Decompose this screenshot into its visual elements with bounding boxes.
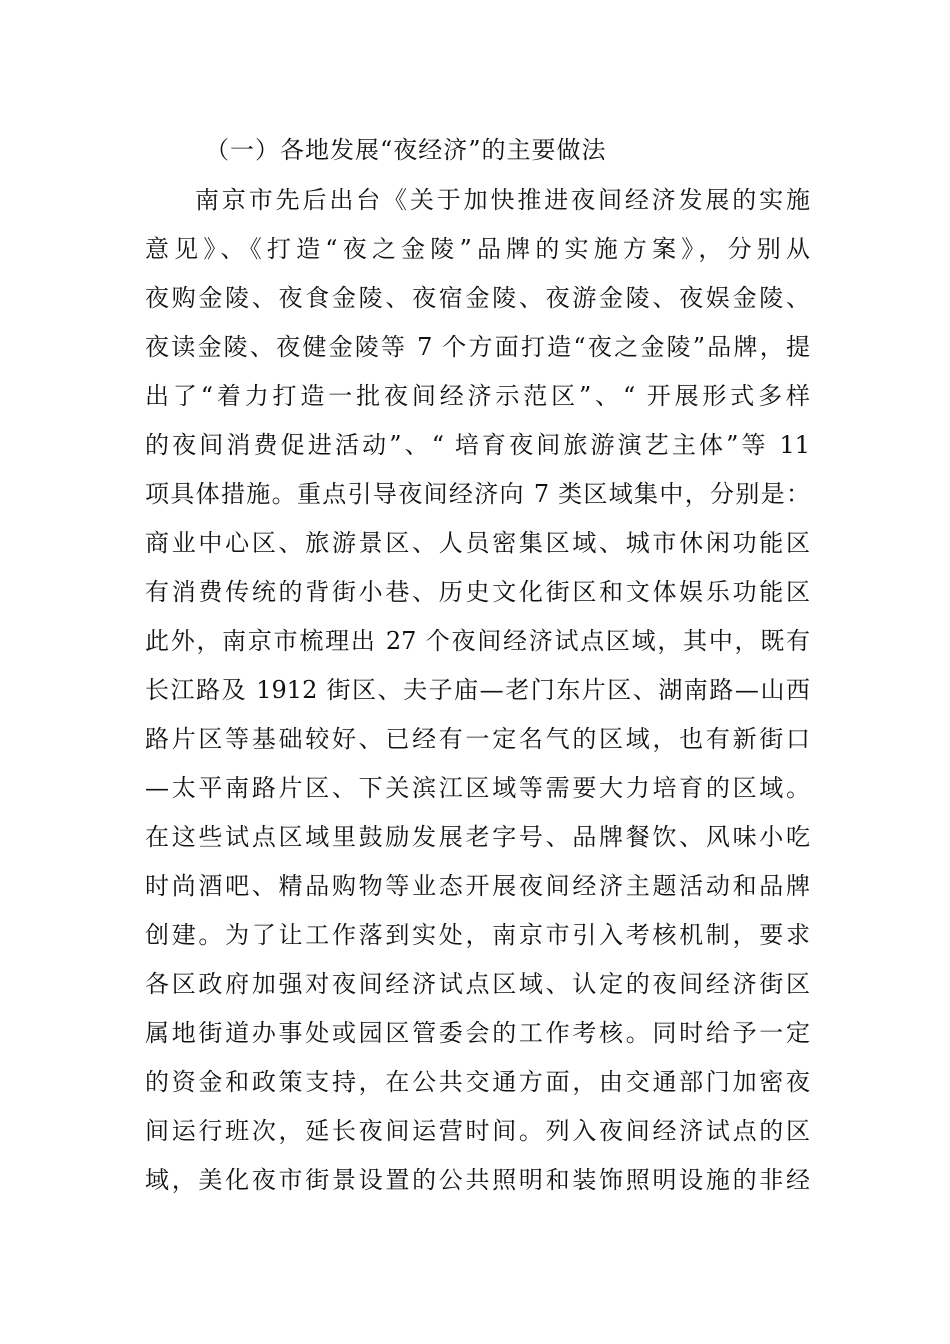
paragraph-line: 属地街道办事处或园区管委会的工作考核。同时给予一定 (145, 1019, 810, 1047)
section-heading: （一）各地发展“夜经济”的主要做法 (205, 136, 607, 164)
paragraph-line: 项具体措施。重点引导夜间经济向 7 类区域集中，分别是： (145, 480, 810, 508)
paragraph-line: 在这些试点区域里鼓励发展老字号、品牌餐饮、风味小吃 (145, 823, 810, 851)
paragraph-line: 此外，南京市梳理出 27 个夜间经济试点区域，其中，既有 (145, 627, 810, 655)
paragraph-line: 的资金和政策支持，在公共交通方面，由交通部门加密夜 (145, 1068, 810, 1096)
paragraph-line: 时尚酒吧、精品购物等业态开展夜间经济主题活动和品牌 (145, 872, 810, 900)
paragraph-line: 创建。为了让工作落到实处，南京市引入考核机制，要求 (145, 921, 810, 949)
paragraph-line: 各区政府加强对夜间经济试点区域、认定的夜间经济街区 (145, 970, 810, 998)
paragraph-line: 夜购金陵、夜食金陵、夜宿金陵、夜游金陵、夜娱金陵、 (145, 284, 810, 312)
paragraph-line: 路片区等基础较好、已经有一定名气的区域，也有新街口 (145, 725, 810, 753)
paragraph-line: 长江路及 1912 街区、夫子庙—老门东片区、湖南路—山西 (145, 676, 810, 704)
paragraph-line: 南京市先后出台《关于加快推进夜间经济发展的实施 (195, 186, 810, 214)
paragraph-line: 间运行班次，延长夜间运营时间。列入夜间经济试点的区 (145, 1117, 810, 1145)
paragraph-line: 商业中心区、旅游景区、人员密集区域、城市休闲功能区 (145, 529, 810, 557)
paragraph-line: —太平南路片区、下关滨江区域等需要大力培育的区域。 (145, 774, 810, 802)
paragraph-line: 的夜间消费促进活动”、“ 培育夜间旅游演艺主体”等 11 (145, 431, 810, 459)
paragraph-line: 域，美化夜市街景设置的公共照明和装饰照明设施的非经 (145, 1166, 810, 1194)
paragraph-line: 出了“着力打造一批夜间经济示范区”、“ 开展形式多样 (145, 382, 810, 410)
paragraph-line: 有消费传统的背街小巷、历史文化街区和文体娱乐功能区 (145, 578, 810, 606)
paragraph-line: 夜读金陵、夜健金陵等 7 个方面打造“夜之金陵”品牌，提 (145, 333, 810, 361)
paragraph-line: 意见》、《打造“夜之金陵”品牌的实施方案》，分别从 (145, 235, 810, 263)
